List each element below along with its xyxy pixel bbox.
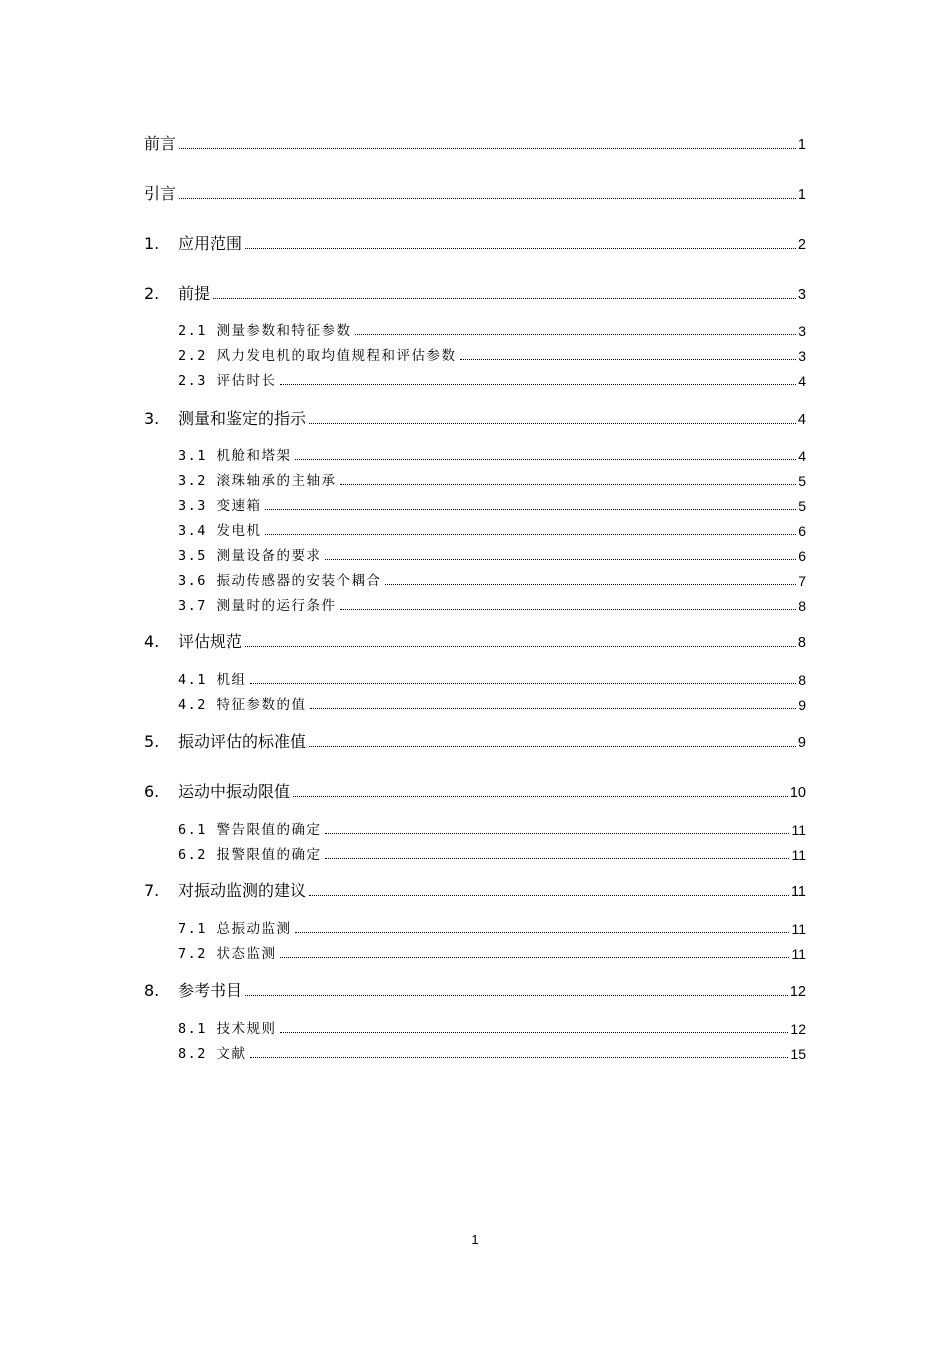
toc-page-number: 11 <box>791 946 806 962</box>
toc-page-number: 10 <box>789 784 806 801</box>
toc-page-number: 4 <box>797 411 806 428</box>
toc-entry-title: 应用范围 <box>178 234 243 253</box>
toc-dot-leader <box>295 932 790 933</box>
toc-entry[interactable] <box>144 776 806 800</box>
toc-dot-leader <box>265 534 797 535</box>
toc-subentry[interactable] <box>178 314 806 338</box>
toc-entry[interactable] <box>144 626 806 650</box>
toc-entry-number: 2. <box>144 284 160 303</box>
toc-dot-leader <box>245 248 796 249</box>
toc-subentry[interactable] <box>178 937 806 961</box>
toc-entry-number: 3. <box>144 409 160 428</box>
toc-page-number: 15 <box>790 1046 806 1062</box>
toc-subentry[interactable] <box>178 489 806 513</box>
toc-subentry[interactable] <box>178 539 806 563</box>
toc-entry-title: 3.4 发电机 <box>178 522 262 539</box>
toc-subentry[interactable] <box>178 364 806 388</box>
toc-dot-leader <box>340 484 797 485</box>
toc-page-number: 5 <box>798 498 806 514</box>
toc-dot-leader <box>460 359 797 360</box>
toc-dot-leader <box>293 796 788 797</box>
toc-entry[interactable] <box>144 278 806 302</box>
toc-entry-title: 7.1 总振动监测 <box>178 920 292 937</box>
toc-dot-leader <box>245 646 796 647</box>
toc-entry-title: 2.3 评估时长 <box>178 372 277 389</box>
toc-entry-title: 评估规范 <box>178 632 243 651</box>
toc-dot-leader <box>309 895 789 896</box>
toc-entry-title: 3.5 测量设备的要求 <box>178 547 322 564</box>
toc-entry-title: 7.2 状态监测 <box>178 945 277 962</box>
toc-entry[interactable] <box>144 403 806 427</box>
toc-entry-number: 4. <box>144 632 160 651</box>
toc-dot-leader <box>245 995 788 996</box>
toc-dot-leader <box>309 423 796 424</box>
toc-dot-leader <box>179 198 796 199</box>
toc-page-number: 11 <box>790 883 806 900</box>
toc-dot-leader <box>295 459 797 460</box>
toc-dot-leader <box>340 609 797 610</box>
toc-entry-title: 8.1 技术规则 <box>178 1020 277 1037</box>
toc-entry-title: 6.2 报警限值的确定 <box>178 846 322 863</box>
toc-entry-number: 8. <box>144 981 160 1000</box>
toc-entry-title: 2.2 风力发电机的取均值规程和评估参数 <box>178 347 457 364</box>
toc-page-number: 8 <box>797 634 806 651</box>
toc-subentry[interactable] <box>178 813 806 837</box>
toc-page-number: 6 <box>798 548 806 564</box>
toc-entry[interactable] <box>144 975 806 999</box>
toc-dot-leader <box>309 746 796 747</box>
toc-entry[interactable] <box>144 228 806 252</box>
toc-dot-leader <box>213 298 796 299</box>
toc-dot-leader <box>355 334 797 335</box>
toc-dot-leader <box>310 708 797 709</box>
toc-entry-title: 前言 <box>144 134 177 153</box>
toc-subentry[interactable] <box>178 688 806 712</box>
toc-page-number: 9 <box>798 697 806 713</box>
toc-page-number: 3 <box>798 348 806 364</box>
toc-subentry[interactable] <box>178 663 806 687</box>
toc-entry-number: 5. <box>144 732 160 751</box>
toc-entry-title: 引言 <box>144 184 177 203</box>
toc-subentry[interactable] <box>178 439 806 463</box>
toc-entry-title: 2.1 测量参数和特征参数 <box>178 322 352 339</box>
toc-dot-leader <box>325 833 790 834</box>
toc-dot-leader <box>265 509 797 510</box>
toc-page-number: 11 <box>791 822 806 838</box>
toc-page-number: 7 <box>798 573 806 589</box>
toc-entry[interactable] <box>144 726 806 750</box>
toc-entry-title: 3.1 机舱和塔架 <box>178 447 292 464</box>
toc-entry-title: 4.2 特征参数的值 <box>178 696 307 713</box>
toc-dot-leader <box>325 559 797 560</box>
toc-page-number: 4 <box>798 373 806 389</box>
toc-subentry[interactable] <box>178 564 806 588</box>
toc-page-number: 5 <box>798 473 806 489</box>
toc-page-number: 2 <box>797 236 806 253</box>
toc-page-number: 1 <box>797 136 806 153</box>
toc-entry[interactable] <box>144 178 806 202</box>
toc-entry-title: 3.7 测量时的运行条件 <box>178 597 337 614</box>
toc-entry-title: 运动中振动限值 <box>178 782 291 801</box>
toc-subentry[interactable] <box>178 339 806 363</box>
toc-page-number: 8 <box>798 598 806 614</box>
toc-page-number: 11 <box>791 847 806 863</box>
toc-dot-leader <box>280 1032 789 1033</box>
toc-dot-leader <box>325 858 790 859</box>
toc-entry-title: 3.2 滚珠轴承的主轴承 <box>178 472 337 489</box>
toc-page-number: 6 <box>798 523 806 539</box>
toc-entry-title: 测量和鉴定的指示 <box>178 409 307 428</box>
toc-entry-title: 前提 <box>178 284 211 303</box>
toc-entry-title: 参考书目 <box>178 981 243 1000</box>
toc-subentry[interactable] <box>178 1037 806 1061</box>
toc-entry-title: 3.6 振动传感器的安装个耦合 <box>178 572 382 589</box>
toc-dot-leader <box>250 1057 789 1058</box>
toc-entry-number: 1. <box>144 234 160 253</box>
toc-page-number: 1 <box>797 186 806 203</box>
toc-page-number: 12 <box>790 1021 806 1037</box>
toc-dot-leader <box>179 148 796 149</box>
toc-page-number: 3 <box>798 323 806 339</box>
toc-entry[interactable] <box>144 875 806 899</box>
toc-entry-title: 6.1 警告限值的确定 <box>178 821 322 838</box>
toc-subentry[interactable] <box>178 464 806 488</box>
toc-entry-title: 4.1 机组 <box>178 671 247 688</box>
toc-page-number: 3 <box>797 286 806 303</box>
toc-entry-title: 振动评估的标准值 <box>178 732 307 751</box>
toc-entry-number: 7. <box>144 881 160 900</box>
toc-page-number: 12 <box>789 983 806 1000</box>
toc-subentry[interactable] <box>178 514 806 538</box>
toc-page-number: 9 <box>797 734 806 751</box>
toc-subentry[interactable] <box>178 912 806 936</box>
toc-page-number: 8 <box>798 672 806 688</box>
toc-subentry[interactable] <box>178 589 806 613</box>
toc-entry-number: 6. <box>144 782 160 801</box>
toc-page-number: 4 <box>798 448 806 464</box>
page-number: 1 <box>471 1232 479 1247</box>
toc-page-number: 11 <box>791 921 806 937</box>
toc-dot-leader <box>250 683 797 684</box>
toc-entry-title: 对振动监测的建议 <box>178 881 307 900</box>
toc-entry[interactable] <box>144 128 806 152</box>
toc-entry-title: 8.2 文献 <box>178 1045 247 1062</box>
toc-subentry[interactable] <box>178 838 806 862</box>
toc-dot-leader <box>280 384 797 385</box>
toc-dot-leader <box>280 957 790 958</box>
toc-dot-leader <box>385 584 797 585</box>
toc-entry-title: 3.3 变速箱 <box>178 497 262 514</box>
toc-subentry[interactable] <box>178 1012 806 1036</box>
